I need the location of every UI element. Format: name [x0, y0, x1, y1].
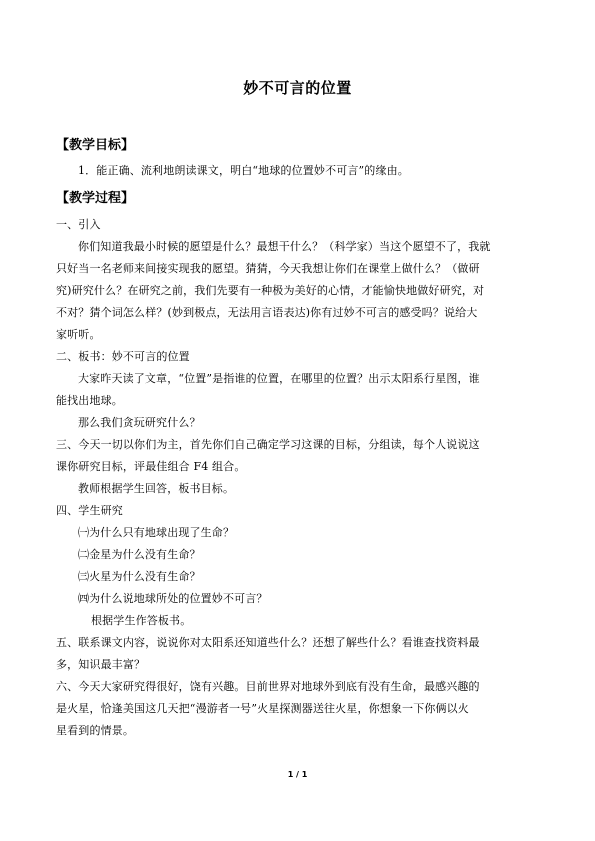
paragraph-line: 那么我们贪玩研究什么？	[78, 416, 201, 429]
goal-item: 1．能正确、流利地朗读课文，明白“地球的位置妙不可言”的缘由。	[78, 164, 409, 177]
section-line: 二、板书：妙不可言的位置	[56, 350, 190, 363]
paragraph-line: 究)研究什么？在研究之前，我们先要有一种极为美好的心情，才能愉快地做好研究，对	[56, 284, 485, 297]
page-title: 妙不可言的位置	[243, 79, 352, 97]
list-item: ㈢火星为什么没有生命？	[78, 570, 201, 583]
section-line: 五、联系课文内容，说说你对太阳系还知道些什么？还想了解些什么？看谁查找资料最	[56, 636, 480, 649]
list-item: ㈠为什么只有地球出现了生命？	[78, 526, 235, 539]
paragraph-line: 只好当一名老师来间接实现我的愿望。猜猜，今天我想让你们在课堂上做什么？（做研	[56, 262, 480, 275]
paragraph-line: 家听听。	[56, 328, 101, 341]
page-number: 1 / 1	[287, 770, 308, 779]
paragraph-line: 多，知识最丰富？	[56, 658, 146, 671]
list-item: ㈡金星为什么没有生命？	[78, 548, 201, 561]
paragraph-line: 能找出地球。	[56, 394, 123, 407]
list-item: ㈣为什么说地球所处的位置妙不可言？	[78, 592, 268, 605]
paragraph-line: 是火星，恰逢美国这几天把“漫游者一号”火星探测器送往火星，你想象一下你俩以火	[56, 702, 469, 715]
paragraph-line: 根据学生作答板书。	[91, 614, 192, 627]
paragraph-line: 星看到的情景。	[56, 724, 135, 737]
section-line: 三、今天一切以你们为主，首先你们自己确定学习这课的目标，分组读，每个人说说这	[56, 438, 480, 451]
paragraph-line: 教师根据学生回答，板书目标。	[78, 482, 235, 495]
heading-teaching-process: 【教学过程】	[56, 191, 135, 206]
section-line: 四、学生研究	[56, 504, 123, 517]
heading-teaching-goals: 【教学目标】	[56, 138, 135, 153]
section-line: 一、引入	[56, 218, 101, 231]
paragraph-line: 大家昨天读了文章，“位置”是指谁的位置，在哪里的位置？出示太阳系行星图，谁	[78, 372, 480, 385]
paragraph-line: 不对？猜个词怎么样？(妙到极点，无法用言语表达)你有过妙不可言的感受吗？说给大	[56, 306, 478, 319]
paragraph-line: 课你研究目标，评最佳组合 F4 组合。	[56, 460, 246, 473]
paragraph-line: 你们知道我最小时候的愿望是什么？最想干什么？（科学家）当这个愿望不了，我就	[78, 240, 491, 253]
section-line: 六、今天大家研究得很好，饶有兴趣。目前世界对地球外到底有没有生命，最感兴趣的	[56, 680, 480, 693]
